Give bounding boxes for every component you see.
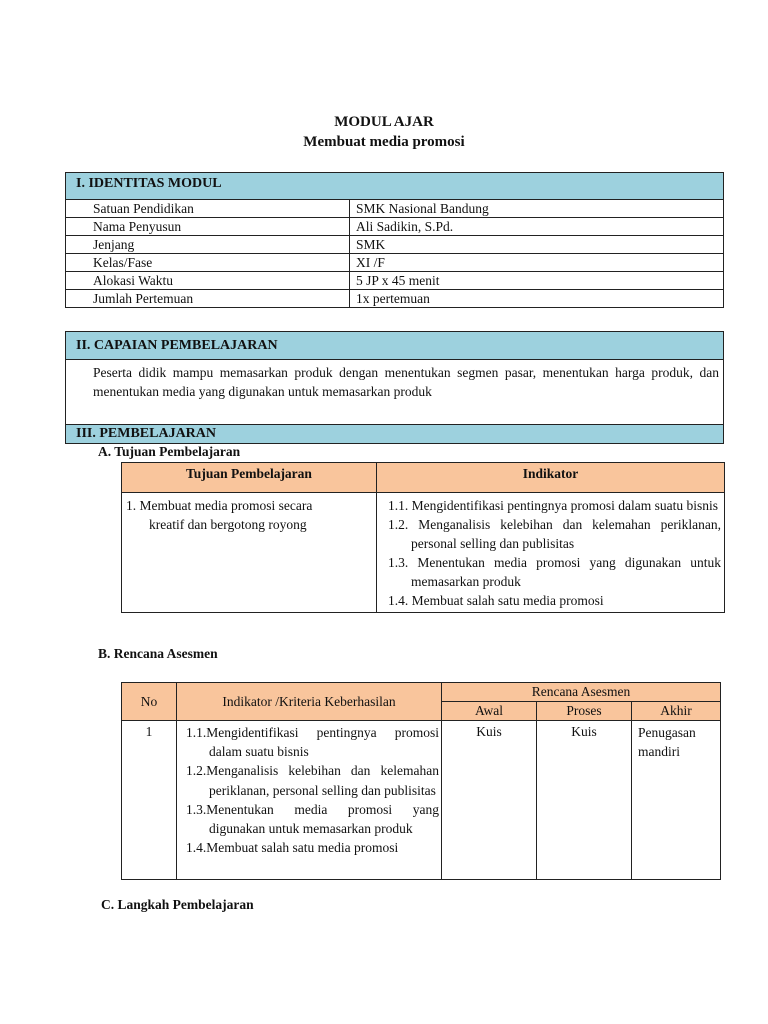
table-row [66,272,724,290]
identitas-value: XI /F [350,254,724,272]
table-row [66,290,724,308]
no-header: No [122,683,177,721]
list-item: 1.2.Menganalisis kelebihan dan kelemahan periklanan, personal selling dan publisitas [186,763,439,798]
akhir-header: Akhir [632,702,721,721]
identitas-value: 1x pertemuan [350,290,724,308]
kriteria-header: Indikator /Kriteria Keberhasilan [177,683,442,721]
indikator-col-header: Indikator [377,463,725,493]
asesmen-subheading: B. Rencana Asesmen [98,646,218,661]
list-item: 1.4.Membuat salah satu media promosi [186,840,399,856]
no-cell: 1 [122,721,177,880]
list-item: 1.1.Mengidentifikasi pentingnya promosi dalam suatu bisnis [186,725,439,760]
list-item: 1.1. Mengidentifikasi pentingnya promosi dalam suatu bisnis [388,498,718,513]
indikator-cell [377,493,725,613]
identitas-value: 5 JP x 45 menit [350,272,724,290]
identitas-table [65,172,724,308]
kriteria-cell [177,721,442,880]
identitas-heading: I. IDENTITAS MODUL [66,173,724,200]
identitas-label: Jenjang [66,236,350,254]
capaian-section [65,331,724,444]
tujuan-cell [122,493,377,613]
identitas-value: SMK Nasional Bandung [350,200,724,218]
document-subtitle: Membuat media promosi [303,134,465,150]
langkah-subheading: C. Langkah Pembelajaran [101,897,254,912]
proses-cell: Kuis [537,721,632,880]
identitas-value: SMK [350,236,724,254]
list-item: 1.3. Menentukan media promosi yang digunakan untuk memasarkan produk [388,555,721,589]
proses-header: Proses [537,702,632,721]
identitas-label: Nama Penyusun [66,218,350,236]
identitas-label: Kelas/Fase [66,254,350,272]
table-row [66,218,724,236]
tujuan-line: 1. Membuat media promosi secara [126,498,313,513]
asesmen-table [121,682,721,880]
table-row [66,200,724,218]
table-row [66,254,724,272]
tujuan-table [121,462,725,613]
capaian-heading: II. CAPAIAN PEMBELAJARAN [66,332,723,360]
awal-cell: Kuis [442,721,537,880]
identitas-value: Ali Sadikin, S.Pd. [350,218,724,236]
rencana-header: Rencana Asesmen [442,683,721,702]
list-item: 1.2. Menganalisis kelebihan dan kelemahan periklanan, personal selling dan publisitas [388,517,721,551]
identitas-label: Satuan Pendidikan [66,200,350,218]
table-row [66,236,724,254]
document-title: MODUL AJAR [334,114,434,130]
akhir-cell: Penugasan mandiri [632,721,721,880]
list-item: 1.3.Menentukan media promosi yang digunakan untuk memasarkan produk [186,801,439,837]
identitas-label: Alokasi Waktu [66,272,350,290]
tujuan-subheading: A. Tujuan Pembelajaran [98,444,241,459]
table-row [122,721,721,880]
tujuan-line: kreatif dan bergotong royong [149,517,307,532]
awal-header: Awal [442,702,537,721]
pembelajaran-heading: III. PEMBELAJARAN [66,424,723,443]
capaian-text: Peserta didik mampu memasarkan produk dengan menentukan segmen pasar, menentukan harga produk, dan menentukan media yang digunakan untuk memasarkan produk [93,365,719,399]
table-row [122,493,725,613]
tujuan-col-header: Tujuan Pembelajaran [122,463,377,493]
list-item: 1.4. Membuat salah satu media promosi [388,593,604,608]
identitas-label: Jumlah Pertemuan [66,290,350,308]
